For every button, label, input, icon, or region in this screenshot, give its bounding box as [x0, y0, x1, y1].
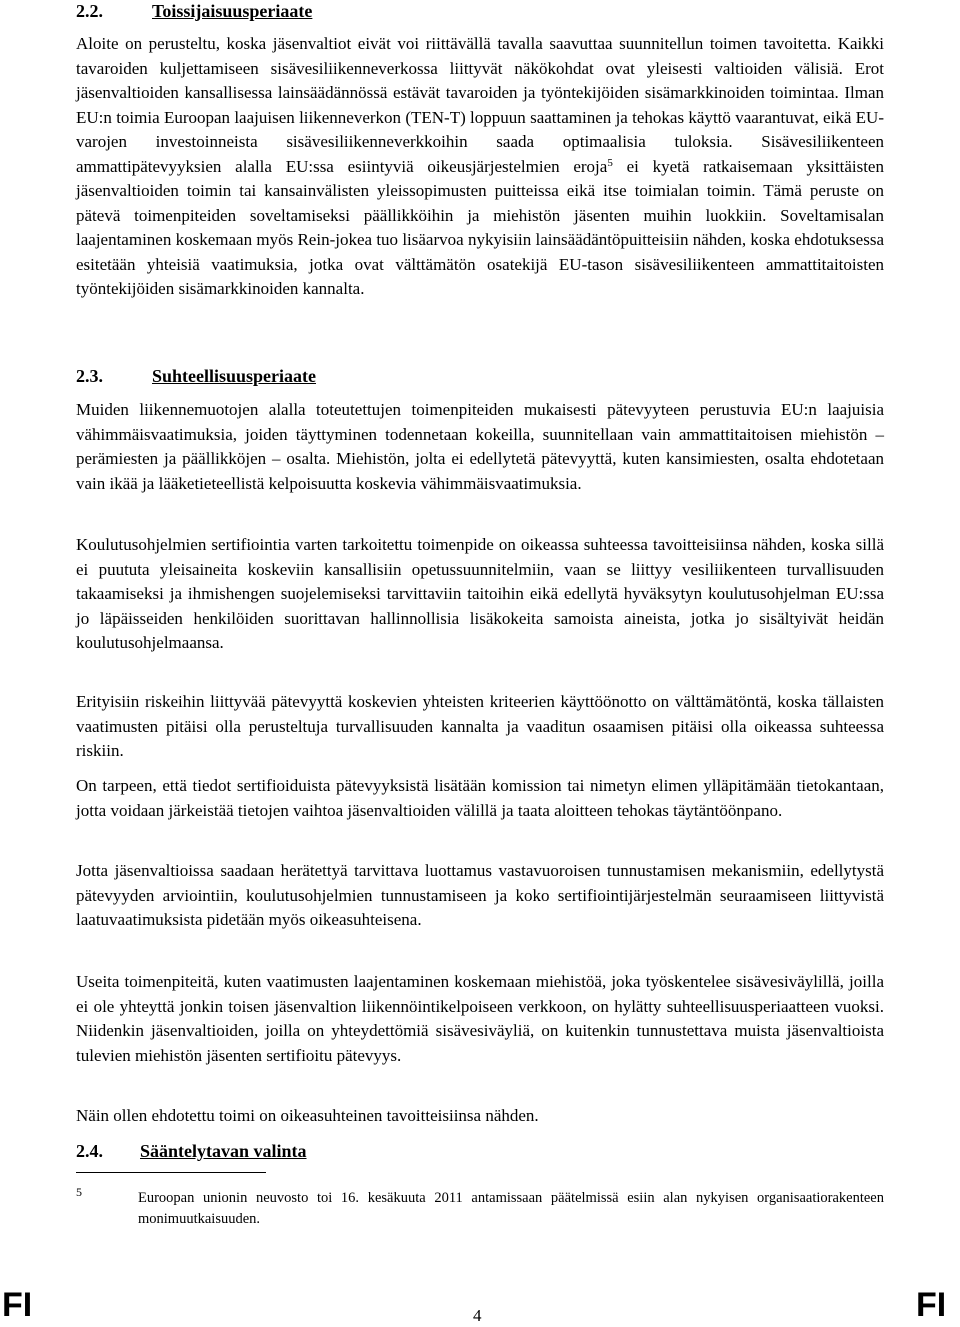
paragraph: Jotta jäsenvaltioissa saadaan herätettyä tarvittava luottamus vastavuoroisen tunnustamisen mekanismiin, edellytystä pätevyyden arviointiin, koulutusohjelmien tunnustamiseen ja koko sertifiointijärjestelmän seuraamiseen liittyvistä laatuvaatimuksista pidetään myös oikeasuhteisena.	[76, 861, 884, 929]
page-number: 4	[473, 1306, 482, 1325]
paragraph: Muiden liikennemuotojen alalla toteutettujen toimenpiteiden mukaisesti pätevyyteen perustuvia EU:n laajuisia vähimmäisvaatimuksia, joiden täyttyminen todennetaan kokeilla, suunnitellaan vain ammattitaitoisen miehistön – perämiesten ja päällikköjen – osalta. Miehistön, jolta ei edellytetä pätevyyttä, kuten kansimiesten, osalta ehdotetaan vain ikää ja lääketieteellistä kelpoisuutta koskevia vähimmäisvaatimuksia.	[76, 400, 884, 493]
footnote-divider	[76, 1172, 266, 1173]
paragraph: Näin ollen ehdotettu toimi on oikeasuhteinen tavoitteisiinsa nähden.	[76, 1106, 539, 1125]
paragraph-subsidiarity	[76, 32, 884, 302]
section-number: 2.4.	[76, 1141, 103, 1161]
paragraph: Useita toimenpiteitä, kuten vaatimusten laajentaminen koskemaan miehistöä, joka työskentelee sisävesiväylillä, joilla ei ole yhteyttä jonkin toisen jäsenvaltion liikennöintikelpoiseen verkkoon, on hylätty suhteellisuusperiaatteen vuoksi. Niidenkin jäsenvaltioiden, joilla on yhteydettömiä sisävesiväyliä, on kuitenkin tunnustettava muista jäsenvaltioista tulevien miehistön jäsenten sertifioitu pätevyys.	[76, 972, 884, 1065]
section-heading-2-3	[76, 365, 317, 387]
paragraph: Erityisiin riskeihin liittyvää pätevyyttä koskevien yhteisten kriteerien käyttöönotto on välttämätöntä, koska tällaisten vaatimusten pitäisi olla perusteltuja turvallisuuden kannalta ja vaaditun osaamisen pitäisi olla oikeassa suhteessa riskiin.	[76, 692, 884, 760]
section-number: 2.3.	[76, 366, 103, 386]
section-number: 2.2.	[76, 1, 103, 21]
section-title: Suhteellisuusperiaate	[152, 366, 317, 386]
footer-language-right: FI	[916, 1286, 947, 1324]
footnote-number: 5	[76, 1185, 82, 1199]
paragraph: Koulutusohjelmien sertifiointia varten tarkoitettu toimenpide on oikeassa suhteessa tavoitteisiinsa nähden, koska sillä ei puututa yleisaineita koskeviin kansallisiin opetussuunnitelmiin, vaan se liittyy vesiliikenteen turvallisuuden takaamiseksi ja ihmishengen suojelemiseksi tarvittaviin taitoihin eikä edellytä hyväksytyn koulutusohjelman EU:ssa jo läpäisseiden henkilöiden suorittavan hallinnollisia lisäkokeita samoista aineista, jotka jo sisältyivät heidän koulutusohjelmaansa.	[76, 535, 884, 652]
paragraph-text: Aloite on perusteltu, koska jäsenvaltiot eivät voi riittävällä tavalla saavuttaa suunnitellun toimen tavoitetta. Kaikki tavaroiden kuljettamiseen sisävesiliikenneverkossa liittyvät näkökohdat ovat yleisesti valtioiden välisiä. Erot jäsenvaltioiden kansallisessa lainsäädännössä estävät tavaroiden ja työntekijöiden sisämarkkinoiden toimintaa. Ilman EU:n toimia Euroopan laajuisen liikenneverkon (TEN-T) loppuun saattaminen ja tehokas käyttö vaarantuvat, eikä EU-varojen investoinneista sisävesiliikenneverkkoihin saada optimaalisia tuloksia. Sisävesiliikenteen ammattipätevyyksien alalla EU:ssa esiintyviä oikeusjärjestelmien eroja	[76, 34, 884, 176]
paragraph: On tarpeen, että tiedot sertifioiduista pätevyyksistä lisätään komission tai nimetyn elimen ylläpitämään tietokantaan, jotta voidaan järkeistää tietojen vaihtoa jäsenvaltioiden välillä ja taata aloitteen tehokas täytäntöönpano.	[76, 776, 884, 820]
section-title: Sääntelytavan valinta	[140, 1141, 307, 1161]
section-heading-2-2	[76, 0, 313, 22]
section-title: Toissijaisuusperiaate	[152, 1, 313, 21]
footnote-reference: 5	[607, 156, 613, 169]
footer-language-left: FI	[2, 1286, 33, 1324]
section-heading-2-4	[76, 1140, 307, 1162]
paragraph-text-continued: ei kyetä ratkaisemaan yksittäisten jäsenvaltioiden toimin tai kansainvälisten yleissopimusten puitteissa eikä itse toimialan toimin. Tämä peruste on pätevä toimenpiteiden soveltamiseksi päällikköihin ja miehistön jäsenten muihin luokkiin. Soveltamisalan laajentaminen koskemaan myös Rein-jokea tuo lisäarvoa nykyisiin lainsäädäntöpuitteisiin nähden, koska ehdotuksessa esitetään yhteisiä vaatimuksia, jotka ovat välttämätön osatekijä EU-tason sisävesiliikenteen ammattitaitoisten työntekijöiden sisämarkkinoiden kannalta.	[76, 156, 884, 298]
footnote-text: Euroopan unionin neuvosto toi 16. kesäkuuta 2011 antamissaan päätelmissä esiin alan nykyisen organisaatiorakenteen monimuutkaisuuden.	[138, 1190, 884, 1227]
